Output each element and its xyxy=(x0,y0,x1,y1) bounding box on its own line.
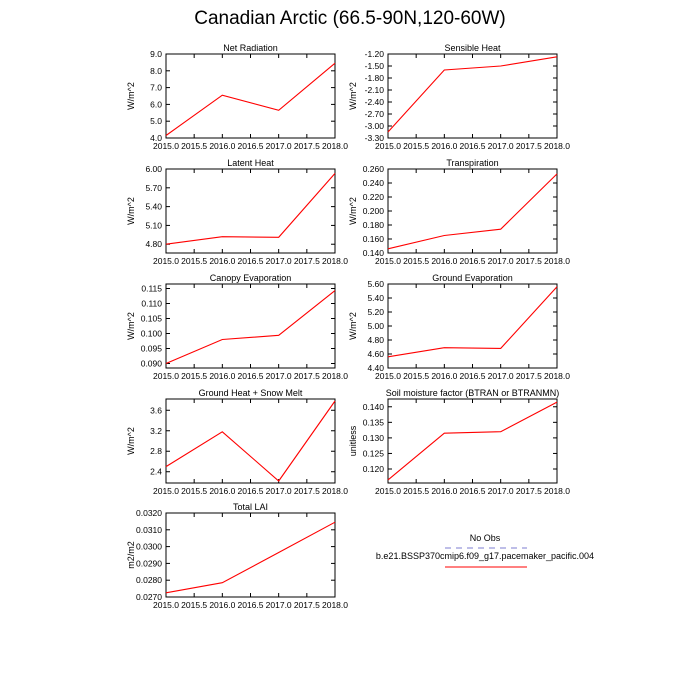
panel-6-frame xyxy=(388,284,557,368)
panel-3-ytick-label: 6.00 xyxy=(145,164,162,174)
panel-3-xtick-label: 2017.5 xyxy=(293,256,320,266)
panel-7-ytick-label: 3.2 xyxy=(150,425,162,436)
panel-7-xtick-label: 2018.0 xyxy=(322,486,348,496)
panel-5-ytick-label: 0.095 xyxy=(140,343,162,354)
panel-7-xtick-label: 2015.0 xyxy=(153,486,179,496)
panel-6-ytick-label: 4.60 xyxy=(367,349,384,359)
panel-9-xtick-label: 2016.5 xyxy=(237,600,264,610)
panel-8-xtick-label: 2017.5 xyxy=(515,486,542,496)
panel-7-xtick-label: 2017.5 xyxy=(293,486,320,496)
panel-5-ytick-label: 0.110 xyxy=(141,298,162,309)
panel-2-frame xyxy=(388,54,557,138)
panel-2-xtick-label: 2015.0 xyxy=(375,141,401,151)
legend-label-model: b.e21.BSSP370cmip6.f09_g17.pacemaker_pacific.004 xyxy=(375,551,595,561)
panel-9-ytick-label: 0.0280 xyxy=(136,575,162,586)
panel-4-ytick-label: 0.160 xyxy=(362,234,384,244)
panel-1-ytick-label: 5.0 xyxy=(150,116,162,127)
panel-8-ylabel: unitless xyxy=(348,425,358,457)
panel-8-frame xyxy=(388,399,557,483)
panel-4-frame xyxy=(388,169,557,253)
panel-7-frame xyxy=(166,399,335,483)
panel-7-xtick-label: 2016.5 xyxy=(237,486,264,496)
panel-8-xtick-label: 2015.0 xyxy=(375,486,401,496)
panel-4-xtick-label: 2015.5 xyxy=(403,256,430,266)
page-title: Canadian Arctic (66.5-90N,120-60W) xyxy=(194,8,506,29)
panel-1-xtick-label: 2018.0 xyxy=(322,141,348,151)
panel-6-xtick-label: 2018.0 xyxy=(544,371,570,381)
panel-5-title: Canopy Evaporation xyxy=(209,273,292,283)
panel-7-ytick-label: 3.6 xyxy=(150,405,162,416)
panel-6-xtick-label: 2015.5 xyxy=(403,371,430,381)
panel-3-xtick-label: 2016.0 xyxy=(209,256,236,266)
panel-4-ytick-label: 0.240 xyxy=(362,178,384,188)
panel-2-ytick-label: -3.30 xyxy=(364,133,384,143)
panel-1-ytick-label: 6.0 xyxy=(150,99,162,110)
panel-8-title: Soil moisture factor (BTRAN or BTRANMN) xyxy=(385,388,560,398)
panel-6-xtick-label: 2017.5 xyxy=(515,371,542,381)
panel-5-ytick-label: 0.115 xyxy=(141,283,162,294)
panel-8-xtick-label: 2016.0 xyxy=(431,486,458,496)
panel-4-xtick-label: 2017.5 xyxy=(515,256,542,266)
panel-6-ytick-label: 5.40 xyxy=(367,293,384,303)
legend-label-no-obs: No Obs xyxy=(469,533,501,543)
panel-3-xtick-label: 2015.0 xyxy=(153,256,179,266)
panel-5-ytick-label: 0.090 xyxy=(140,358,162,369)
panel-2-ytick-label: -1.50 xyxy=(364,61,384,71)
panel-3-title: Latent Heat xyxy=(227,158,274,168)
panel-9-ytick-label: 0.0300 xyxy=(136,541,162,552)
panel-1-ytick-label: 9.0 xyxy=(150,49,162,59)
panel-6-ytick-label: 4.40 xyxy=(367,363,384,373)
panel-3-xtick-label: 2015.5 xyxy=(181,256,208,266)
panel-8-xtick-label: 2015.5 xyxy=(403,486,430,496)
panel-9-xtick-label: 2015.0 xyxy=(153,600,179,610)
panel-2-xtick-label: 2016.0 xyxy=(431,141,458,151)
panel-6-ylabel: W/m^2 xyxy=(348,312,358,340)
panel-5-series-line xyxy=(166,291,335,364)
panel-2-xtick-label: 2017.0 xyxy=(487,141,514,151)
panel-4-ytick-label: 0.260 xyxy=(362,164,384,174)
panel-6-series-line xyxy=(388,287,557,357)
panel-4-xtick-label: 2018.0 xyxy=(544,256,570,266)
panel-8-ytick-label: 0.140 xyxy=(362,401,384,412)
panel-8-xtick-label: 2017.0 xyxy=(487,486,514,496)
panel-5-xtick-label: 2017.5 xyxy=(293,371,320,381)
panel-8-series-line xyxy=(388,402,557,480)
panel-7-ytick-label: 2.8 xyxy=(150,446,162,457)
panel-6-xtick-label: 2017.0 xyxy=(487,371,514,381)
panel-3-ylabel: W/m^2 xyxy=(126,197,136,225)
panel-4-ytick-label: 0.140 xyxy=(362,248,384,258)
panel-5-frame xyxy=(166,284,335,368)
panel-1-ytick-label: 8.0 xyxy=(150,65,162,76)
panel-1-frame xyxy=(166,54,335,138)
panel-1-ytick-label: 4.0 xyxy=(150,133,162,143)
panel-7-xtick-label: 2017.0 xyxy=(265,486,292,496)
panel-1-xtick-label: 2017.5 xyxy=(293,141,320,151)
panel-7-series-line xyxy=(166,401,335,481)
panel-8-ytick-label: 0.130 xyxy=(362,432,384,443)
panel-4-xtick-label: 2016.0 xyxy=(431,256,458,266)
panel-2-xtick-label: 2018.0 xyxy=(544,141,570,151)
panel-7-xtick-label: 2015.5 xyxy=(181,486,208,496)
panel-9-ytick-label: 0.0310 xyxy=(136,524,162,535)
panel-2-ylabel: W/m^2 xyxy=(348,82,358,110)
panel-4-series-line xyxy=(388,174,557,249)
panel-9-ytick-label: 0.0290 xyxy=(136,558,162,569)
panel-2-ytick-label: -2.70 xyxy=(364,109,384,119)
panel-5-xtick-label: 2018.0 xyxy=(322,371,348,381)
panel-6-xtick-label: 2015.0 xyxy=(375,371,401,381)
panel-5-xtick-label: 2016.0 xyxy=(209,371,236,381)
panel-5-xtick-label: 2017.0 xyxy=(265,371,292,381)
panel-5-ytick-label: 0.105 xyxy=(140,313,162,324)
panel-2-xtick-label: 2017.5 xyxy=(515,141,542,151)
panel-9-title: Total LAI xyxy=(232,502,269,512)
panel-3-xtick-label: 2018.0 xyxy=(322,256,348,266)
panel-4-ytick-label: 0.180 xyxy=(362,220,384,230)
panel-6-title: Ground Evaporation xyxy=(432,273,513,283)
panel-1-xtick-label: 2016.5 xyxy=(237,141,264,151)
panel-9-xtick-label: 2016.0 xyxy=(209,600,236,610)
panel-5-xtick-label: 2015.5 xyxy=(181,371,208,381)
panel-3-series-line xyxy=(166,173,335,244)
panel-5-ylabel: W/m^2 xyxy=(126,312,136,340)
panel-9-ylabel: m2/m2 xyxy=(126,541,136,569)
panel-6-xtick-label: 2016.5 xyxy=(459,371,486,381)
panel-4-xtick-label: 2017.0 xyxy=(487,256,514,266)
panel-8-xtick-label: 2016.5 xyxy=(459,486,486,496)
panel-3-ytick-label: 5.10 xyxy=(145,220,162,231)
panel-6-ytick-label: 5.60 xyxy=(367,279,384,289)
panel-9-xtick-label: 2017.5 xyxy=(293,600,320,610)
panel-6-xtick-label: 2016.0 xyxy=(431,371,458,381)
panel-6-ytick-label: 5.20 xyxy=(367,307,384,317)
panel-8-ytick-label: 0.135 xyxy=(362,417,384,428)
panel-2-ytick-label: -2.40 xyxy=(364,97,384,107)
panel-6-ytick-label: 5.00 xyxy=(367,321,384,331)
panel-9-xtick-label: 2017.0 xyxy=(265,600,292,610)
panel-2-title: Sensible Heat xyxy=(444,43,501,53)
panel-2-xtick-label: 2016.5 xyxy=(459,141,486,151)
panel-2-xtick-label: 2015.5 xyxy=(403,141,430,151)
panel-1-ylabel: W/m^2 xyxy=(126,82,136,110)
panel-2-ytick-label: -1.20 xyxy=(364,49,384,59)
panel-3-ytick-label: 5.40 xyxy=(145,201,162,212)
panel-9-xtick-label: 2018.0 xyxy=(322,600,348,610)
panel-6-ytick-label: 4.80 xyxy=(367,335,384,345)
panel-4-xtick-label: 2015.0 xyxy=(375,256,401,266)
panel-9-xtick-label: 2015.5 xyxy=(181,600,208,610)
panel-1-title: Net Radiation xyxy=(223,43,278,53)
panel-9-frame xyxy=(166,513,335,597)
panel-1-xtick-label: 2017.0 xyxy=(265,141,292,151)
panel-5-xtick-label: 2015.0 xyxy=(153,371,179,381)
panel-4-ytick-label: 0.220 xyxy=(362,192,384,202)
panel-3-xtick-label: 2017.0 xyxy=(265,256,292,266)
panel-2-ytick-label: -1.80 xyxy=(364,73,384,83)
panel-3-ytick-label: 5.70 xyxy=(145,182,162,193)
panel-8-ytick-label: 0.125 xyxy=(362,448,384,459)
panel-4-title: Transpiration xyxy=(446,158,499,168)
panel-3-ytick-label: 4.80 xyxy=(145,239,162,250)
panel-1-ytick-label: 7.0 xyxy=(150,82,162,93)
panel-8-ytick-label: 0.120 xyxy=(362,464,384,474)
panel-9-series-line xyxy=(166,522,335,593)
panel-5-xtick-label: 2016.5 xyxy=(237,371,264,381)
panel-7-ytick-label: 2.4 xyxy=(150,466,162,477)
panel-7-xtick-label: 2016.0 xyxy=(209,486,236,496)
panel-8-xtick-label: 2018.0 xyxy=(544,486,570,496)
panel-1-xtick-label: 2015.5 xyxy=(181,141,208,151)
panel-3-xtick-label: 2016.5 xyxy=(237,256,264,266)
panel-9-ytick-label: 0.0320 xyxy=(136,508,162,518)
panel-2-ytick-label: -2.10 xyxy=(364,85,384,95)
panel-1-xtick-label: 2016.0 xyxy=(209,141,236,151)
panel-7-ylabel: W/m^2 xyxy=(126,427,136,455)
panel-4-ytick-label: 0.200 xyxy=(362,206,384,216)
panel-1-series-line xyxy=(166,63,335,135)
panel-2-series-line xyxy=(388,57,557,132)
panel-2-ytick-label: -3.00 xyxy=(364,121,384,131)
panel-1-xtick-label: 2015.0 xyxy=(153,141,179,151)
panel-4-ylabel: W/m^2 xyxy=(348,197,358,225)
panel-5-ytick-label: 0.100 xyxy=(140,328,162,339)
panel-4-xtick-label: 2016.5 xyxy=(459,256,486,266)
panel-9-ytick-label: 0.0270 xyxy=(136,592,162,602)
panel-7-title: Ground Heat + Snow Melt xyxy=(198,388,303,398)
